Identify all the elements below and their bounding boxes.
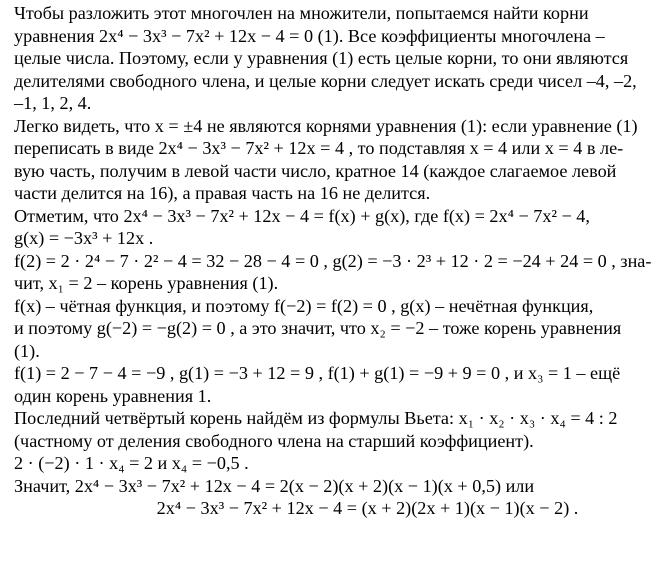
text-line: Отметим, что 2x⁴ − 3x³ − 7x² + 12x − 4 = f(x) + g(x), где f(x) = 2x⁴ − 7x² − 4, — [14, 205, 590, 226]
paragraph-root-two — [14, 250, 661, 295]
text-line: вую часть, получим в левой части число, кратное 14 (каждое слагаемое левой — [14, 160, 617, 181]
text-line: f(x) – чётная функция, и поэтому f(−2) = f(2) = 0 , g(x) – нечётная функция, — [14, 295, 594, 316]
paragraph-split — [14, 205, 661, 250]
text-line: Легко видеть, что x = ±4 не являются корнями уравнения (1): если уравнение (1) — [14, 115, 638, 136]
final-equation: 2x⁴ − 3x³ − 7x² + 12x − 4 = (x + 2)(2x + 1)(x − 1)(x − 2) . — [156, 498, 579, 518]
text-line: 2 · (−2) · 1 · x₄ = 2 и x₄ = −0,5 . — [14, 453, 249, 473]
text-line: чит, x₁ = 2 – корень уравнения (1). — [14, 273, 279, 293]
paragraph-vieta — [14, 407, 661, 475]
text-line: Чтобы разложить этот многочлен на множители, попытаемся найти корни — [14, 3, 589, 23]
paragraph-root-one — [14, 362, 661, 407]
text-line: переписать в виде 2x⁴ − 3x³ − 7x² + 12x = 4 , то подставляя x = 4 или x = 4 в ле- — [14, 138, 624, 158]
text-line: целые числа. Поэтому, если у уравнения (1) есть целые корни, то они являются — [14, 48, 629, 68]
text-line: части делится на 16), а правая часть на 16 не делится. — [14, 183, 431, 203]
paragraph-not-roots — [14, 115, 661, 205]
paragraph-root-minus-two — [14, 295, 661, 363]
text-line: f(2) = 2 · 2⁴ − 7 · 2² − 4 = 32 − 28 − 4 = 0 , g(2) = −3 · 2³ + 12 · 2 = −24 + 24 = 0 , зна- — [14, 250, 652, 271]
text-line: (частному от деления свободного члена на старший коэффициент). — [14, 430, 534, 451]
text-line: f(1) = 2 − 7 − 4 = −9 , g(1) = −3 + 12 = 9 , f(1) + g(1) = −9 + 9 = 0 , и x₃ = 1 – ещё — [14, 363, 621, 383]
text-line: –1, 1, 2, 4. — [14, 93, 92, 113]
text-line: делителями свободного члена, и целые корни следует искать среди чисел –4, –2, — [14, 70, 637, 91]
text-line: Последний четвёртый корень найдём из формулы Вьета: x₁ · x₂ · x₃ · x₄ = 4 : 2 — [14, 408, 618, 428]
text-line: один корень уравнения 1. — [14, 385, 212, 406]
paragraph-result — [14, 475, 661, 520]
paragraph-intro — [14, 2, 661, 115]
text-line: Значит, 2x⁴ − 3x³ − 7x² + 12x − 4 = 2(x − 2)(x + 2)(x − 1)(x + 0,5) или — [14, 475, 535, 496]
text-line: g(x) = −3x³ + 12x . — [14, 228, 154, 248]
text-line: (1). — [14, 340, 40, 361]
text-line: уравнения 2x⁴ − 3x³ − 7x² + 12x − 4 = 0 (1). Все коэффициенты многочлена – — [14, 25, 605, 46]
text-line: и поэтому g(−2) = −g(2) = 0 , а это значит, что x₂ = −2 – тоже корень уравнения — [14, 318, 622, 338]
